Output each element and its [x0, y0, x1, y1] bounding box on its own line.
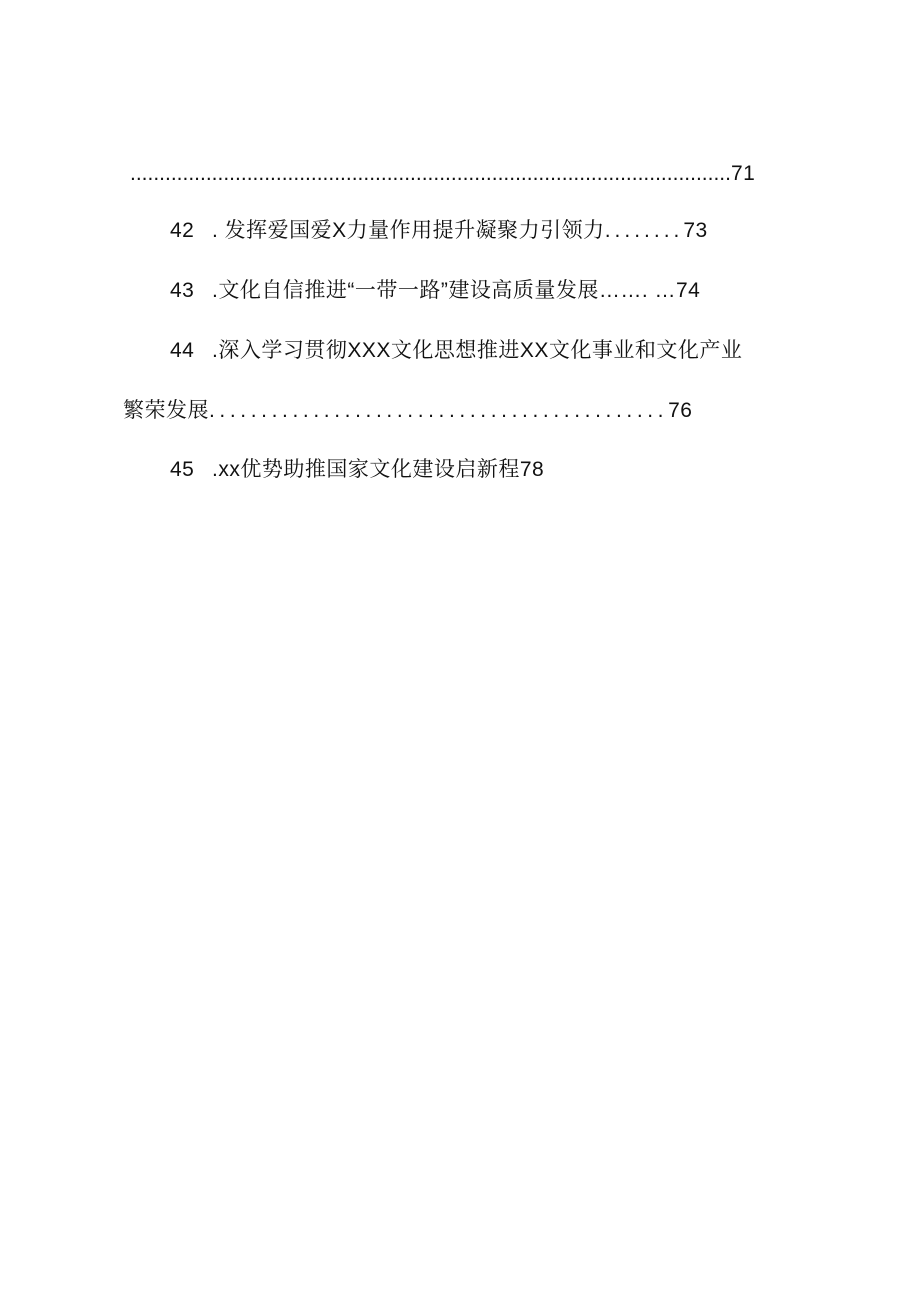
- toc-leader-dots: ……. …: [598, 279, 676, 302]
- toc-entry-43[interactable]: [170, 277, 700, 305]
- toc-page-number: 74: [676, 279, 701, 302]
- toc-entry-number: 42: [170, 219, 195, 242]
- toc-leader-dots: ............................................: [209, 399, 669, 422]
- toc-entry-title: .深入学习贯彻XXX文化思想推进XX文化事业和文化产业: [212, 339, 743, 362]
- toc-entry-title: .文化自信推进“一带一路”建设高质量发展: [212, 279, 599, 302]
- toc-entry-44-continuation[interactable]: [123, 397, 692, 425]
- toc-entry-44[interactable]: [170, 337, 742, 365]
- toc-entry-number: 44: [170, 339, 195, 362]
- toc-entry-title: .xx优势助推国家文化建设启新程: [212, 458, 520, 481]
- toc-page-number: 71: [730, 162, 756, 185]
- toc-continuation-line: [130, 160, 755, 188]
- toc-entry-number: 45: [170, 458, 195, 481]
- toc-entry-title: . 发挥爱国爱X力量作用提升凝聚力引领力: [212, 219, 605, 242]
- toc-page-number: 76: [668, 399, 693, 422]
- toc-entry-45[interactable]: [170, 456, 544, 484]
- toc-leader-dots: ........: [604, 219, 684, 242]
- toc-entry-title-continuation: 繁荣发展: [123, 399, 209, 422]
- toc-leader-dots: .......................................................................................................: [130, 162, 731, 185]
- toc-page-number: 78: [519, 458, 545, 481]
- toc-entry-42[interactable]: [170, 217, 708, 245]
- toc-page-number: 73: [683, 219, 708, 242]
- toc-entry-number: 43: [170, 279, 195, 302]
